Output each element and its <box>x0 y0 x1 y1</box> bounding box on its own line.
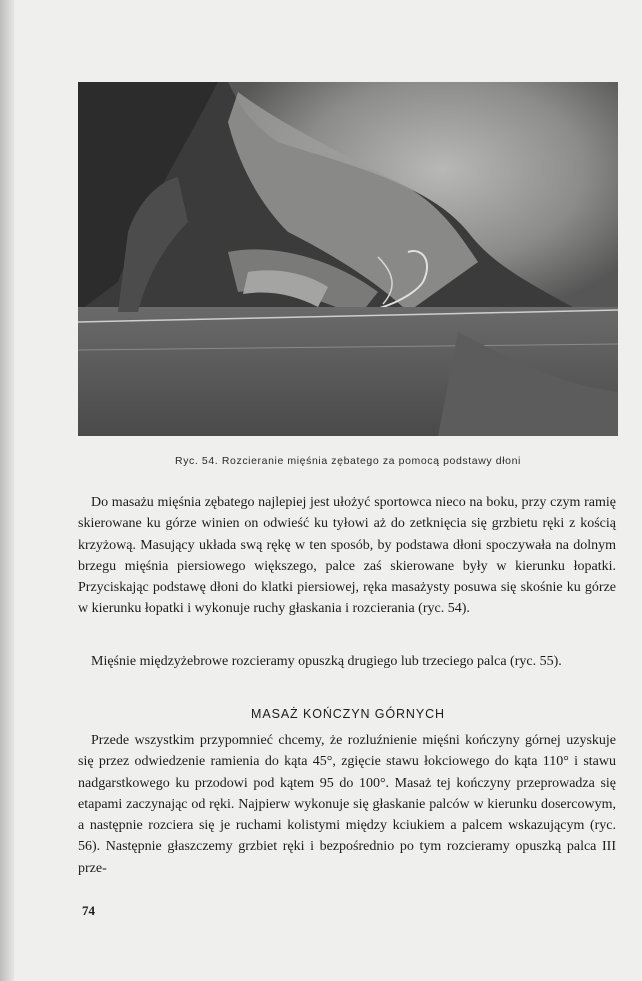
paragraph-serratus-massage: Do masażu mięśnia zębatego najlepiej jest ułożyć sportowca nieco na boku, przy czym ramię skierowane ku górze winien on odwieść ku tyłowi aż do zetknięcia się grzbietu ręki z kością krzyżową. Masujący układa swą rękę w ten sposób, by podstawa dłoni spoczywała na dolnym brzegu mięśnia piersiowego większego, palce zaś skierowane były w kierunku łopatki. Przyciskając podstawę dłoni do klatki piersiowej, ręka masażysty posuwa się skośnie ku górze w kierunku łopatki i wykonuje ruchy głaskania i rozcierania (ryc. 54). <box>78 495 616 617</box>
paragraph-intercostal-massage: Mięśnie międzyżebrowe rozcieramy opuszką drugiego lub trzeciego palca (ryc. 55). <box>91 654 562 669</box>
paragraph-upper-limb-massage: Przede wszystkim przypomnieć chcemy, że rozluźnienie mięśni kończyny górnej uzyskuje się przez odwiedzenie ramienia do kąta 45°, zgięcie stawu łokciowego do kąta 110° i stawu nadgarstkowego ku przodowi pod kątem 95 do 100°. Masaż tej kończyny przeprowadza się etapami zaczynając od ręki. Najpierw wykonuje się głaskanie palców w kierunku dosercowym, a następnie rozciera się je ruchami kolistymi między kciukiem a palcem wskazującym (ryc. 56). Następnie głaszczemy grzbiet ręki i bezpośrednio po tym rozcieramy opuszką palca III prze- <box>78 733 616 876</box>
section-heading: MASAŻ KOŃCZYN GÓRNYCH <box>251 707 445 721</box>
figure-photo <box>78 82 618 436</box>
page-binding-edge <box>0 0 14 981</box>
page-number: 74 <box>82 903 95 918</box>
figure-caption: Ryc. 54. Rozcieranie mięśnia zębatego za pomocą podstawy dłoni <box>175 455 521 467</box>
